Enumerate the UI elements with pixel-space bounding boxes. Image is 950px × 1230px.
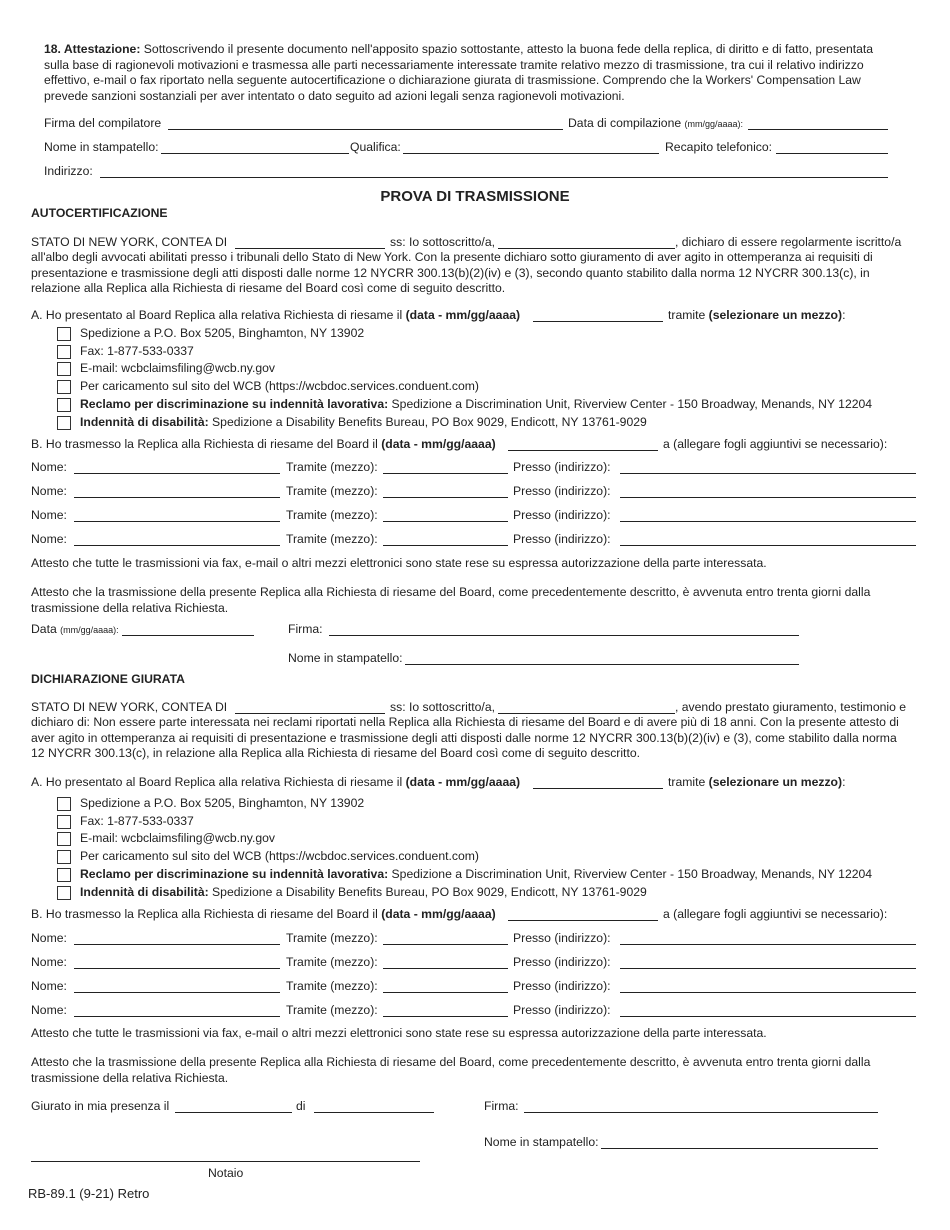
giurata-nome-label: Nome in stampatello:	[484, 1135, 599, 1149]
nome-stampatello-field[interactable]	[161, 153, 349, 154]
giurata-row-tramite-label: Tramite (mezzo):	[286, 931, 378, 945]
autocert-option-label-3: Per caricamento sul sito del WCB (https://wcbdoc.services.conduent.com)	[80, 379, 479, 394]
giurata-attest-2: Attesto che la trasmissione della presente Replica alla Richiesta di riesame del Board, come precedentemente descritto, è avvenuta entro trenta giorni dalla trasmissione della relativa Richiesta.	[31, 1055, 871, 1085]
giurata-sec-b-date-field[interactable]	[508, 920, 658, 921]
giurata-testimonio-label: , avendo prestato giuramento, testimonio e	[675, 700, 907, 714]
autocert-sec-a-tramite: tramite (selezionare un mezzo):	[668, 308, 846, 322]
autocert-row-nome-label: Nome:	[31, 460, 67, 474]
giurata-row-tramite-field[interactable]	[383, 992, 508, 993]
autocert-option-label-0: Spedizione a P.O. Box 5205, Binghamton, NY 13902	[80, 326, 365, 340]
giurata-option-label-5: Indennità di disabilità: Spedizione a Disability Benefits Bureau, PO Box 9029, Endicott, NY 13761-9029	[80, 884, 647, 899]
recapito-field[interactable]	[776, 153, 888, 154]
qualifica-label: Qualifica:	[350, 140, 401, 154]
autocert-row-tramite-label: Tramite (mezzo):	[286, 508, 378, 522]
giurata-option-label-3: Per caricamento sul sito del WCB (https://wcbdoc.services.conduent.com)	[80, 849, 479, 864]
autocert-option-label-1: Fax: 1-877-533-0337	[80, 343, 194, 358]
autocert-row-tramite-label: Tramite (mezzo):	[286, 532, 378, 546]
page-title: PROVA DI TRASMISSIONE	[380, 188, 570, 205]
giurata-row-presso-label: Presso (indirizzo):	[513, 931, 611, 945]
giurata-sottoscritto-label: ss: Io sottoscritto/a,	[390, 700, 495, 714]
autocert-checkbox-1[interactable]	[57, 345, 71, 359]
autocert-row-tramite-field[interactable]	[383, 521, 508, 522]
giurata-firma-field[interactable]	[524, 1112, 878, 1113]
autocert-row-tramite-label: Tramite (mezzo):	[286, 460, 378, 474]
giurata-row-nome-label: Nome:	[31, 931, 67, 945]
giurata-row-presso-field[interactable]	[620, 968, 916, 969]
recapito-label: Recapito telefonico:	[665, 140, 773, 154]
autocert-firma-field[interactable]	[329, 635, 799, 636]
giurata-row-presso-field[interactable]	[620, 944, 916, 945]
indirizzo-field[interactable]	[100, 177, 888, 178]
giurata-row-presso-field[interactable]	[620, 1016, 916, 1017]
firma-compilatore-label: Firma del compilatore	[44, 116, 162, 130]
giurata-row-tramite-label: Tramite (mezzo):	[286, 1003, 378, 1017]
autocert-stato-label: STATO DI NEW YORK, CONTEA DI	[31, 235, 228, 249]
autocert-sec-b-date-field[interactable]	[508, 450, 658, 451]
autocert-row-presso-field[interactable]	[620, 545, 916, 546]
autocert-row-presso-field[interactable]	[620, 497, 916, 498]
qualifica-field[interactable]	[403, 153, 659, 154]
autocert-row-presso-label: Presso (indirizzo):	[513, 484, 611, 498]
giurata-row-tramite-label: Tramite (mezzo):	[286, 955, 378, 969]
giurata-intro-paragraph: dichiaro di: Non essere parte interessata nei reclami riportati nella Replica alla Richiesta di riesame del Board e di avere più di 18 anni. Con la presente attesto di aver agito in ottemperanza ai requisiti di presentazione e trasmissione degli atti disposti dalle norme 12 NYCRR 300.13(b)(2)(iv) e (3), come stabilito dalla norma 12 NYCRR 300.13(c), in relazione alla Replica alla Richiesta di riesame del Board così come di seguito descritto.	[31, 715, 899, 761]
autocert-row-nome-field[interactable]	[74, 521, 280, 522]
autocert-row-nome-field[interactable]	[74, 473, 280, 474]
giurata-sec-a-tramite: tramite (selezionare un mezzo):	[668, 775, 846, 789]
autocert-checkbox-2[interactable]	[57, 362, 71, 376]
giurata-heading: DICHIARAZIONE GIURATA	[31, 672, 185, 686]
autocert-sec-a-date-field[interactable]	[533, 321, 663, 322]
giurato-di-label: di	[296, 1099, 306, 1113]
autocert-heading: AUTOCERTIFICAZIONE	[31, 206, 168, 220]
giurato-date-field[interactable]	[175, 1112, 292, 1113]
giurata-row-nome-field[interactable]	[74, 1016, 280, 1017]
autocert-row-presso-field[interactable]	[620, 521, 916, 522]
giurata-checkbox-2[interactable]	[57, 832, 71, 846]
autocert-intro-paragraph: all'albo degli avvocati abilitati presso i tribunali dello Stato di New York. Con la presente dichiaro sotto giuramento di aver agito in ottemperanza ai requisiti di presentazione e trasmissione degli atti disposti dalle norme 12 NYCRR 300.13(b)(2)(iv) e (3), secondo quanto stabilito dalla norma 12 NYCRR 300.13(c), in relazione alla Replica alla Richiesta di riesame del Board così come di seguito descritto.	[31, 250, 873, 296]
autocert-checkbox-5[interactable]	[57, 416, 71, 430]
data-compilazione-field[interactable]	[748, 129, 888, 130]
giurata-row-nome-label: Nome:	[31, 1003, 67, 1017]
autocert-row-nome-label: Nome:	[31, 508, 67, 522]
autocert-sec-b-text: B. Ho trasmesso la Replica alla Richiesta di riesame del Board il (data - mm/gg/aaaa)	[31, 437, 496, 451]
giurata-checkbox-0[interactable]	[57, 797, 71, 811]
giurata-sec-b-text: B. Ho trasmesso la Replica alla Richiesta di riesame del Board il (data - mm/gg/aaaa)	[31, 907, 496, 921]
giurata-row-nome-field[interactable]	[74, 968, 280, 969]
giurata-sec-a-text: A. Ho presentato al Board Replica alla relativa Richiesta di riesame il (data - mm/gg/aaaa)	[31, 775, 521, 789]
autocert-checkbox-4[interactable]	[57, 398, 71, 412]
autocert-checkbox-3[interactable]	[57, 380, 71, 394]
giurata-option-label-1: Fax: 1-877-533-0337	[80, 813, 194, 828]
autocert-nome-field[interactable]	[498, 248, 675, 249]
giurata-nome-field[interactable]	[498, 713, 675, 714]
notaio-signature-field[interactable]	[31, 1161, 420, 1162]
giurata-checkbox-5[interactable]	[57, 886, 71, 900]
giurata-row-nome-field[interactable]	[74, 944, 280, 945]
giurata-row-nome-label: Nome:	[31, 979, 67, 993]
autocert-option-label-2: E-mail: wcbclaimsfiling@wcb.ny.gov	[80, 361, 276, 376]
autocert-firma-label: Firma:	[288, 622, 323, 636]
giurata-option-label-0: Spedizione a P.O. Box 5205, Binghamton, NY 13902	[80, 796, 365, 810]
giurato-label: Giurato in mia presenza il	[31, 1099, 170, 1113]
notaio-label: Notaio	[208, 1166, 244, 1180]
autocert-sottoscritto-label: ss: Io sottoscritto/a,	[390, 235, 495, 249]
giurata-row-nome-field[interactable]	[74, 992, 280, 993]
autocert-nome-label: Nome in stampatello:	[288, 651, 403, 665]
giurata-firma-label: Firma:	[484, 1099, 519, 1113]
giurata-row-presso-label: Presso (indirizzo):	[513, 955, 611, 969]
autocert-checkbox-0[interactable]	[57, 327, 71, 341]
autocert-nome-field-sign[interactable]	[405, 664, 799, 665]
giurata-checkbox-3[interactable]	[57, 850, 71, 864]
attestation-paragraph: 18. Attestazione: Sottoscrivendo il presente documento nell'apposito spazio sottostante, attesto la buona fede della replica, di diritto e di fatto, presentata sulla base di ragionevoli motivazioni e trasmessa alle parti necessariamente interessate tramite relativo mezzo di trasmissione, tra cui il relativo indirizzo effettivo, e-mail o fax riportato nella seguente autocertificazione o dichiarazione giurata di trasmissione. Comprendo che la Workers' Compensation Law prevede sanzioni sostanziali per aver intentato o dato seguito ad azioni legali senza ragionevoli motivazioni.	[44, 42, 874, 103]
nome-stampatello-label: Nome in stampatello:	[44, 140, 159, 154]
giurata-row-presso-field[interactable]	[620, 992, 916, 993]
autocert-row-tramite-field[interactable]	[383, 473, 508, 474]
giurata-stato-label: STATO DI NEW YORK, CONTEA DI	[31, 700, 228, 714]
autocert-row-nome-label: Nome:	[31, 532, 67, 546]
autocert-row-nome-field[interactable]	[74, 545, 280, 546]
autocert-row-presso-label: Presso (indirizzo):	[513, 532, 611, 546]
autocert-row-presso-field[interactable]	[620, 473, 916, 474]
giurata-option-label-2: E-mail: wcbclaimsfiling@wcb.ny.gov	[80, 831, 276, 846]
data-compilazione-label: Data di compilazione (mm/gg/aaaa):	[568, 116, 744, 130]
autocert-row-tramite-field[interactable]	[383, 497, 508, 498]
giurato-di-field[interactable]	[314, 1112, 434, 1113]
giurata-row-nome-label: Nome:	[31, 955, 67, 969]
giurata-contea-field[interactable]	[235, 713, 385, 714]
giurata-row-presso-label: Presso (indirizzo):	[513, 979, 611, 993]
firma-compilatore-field[interactable]	[168, 129, 563, 130]
giurata-attest-1: Attesto che tutte le trasmissioni via fax, e-mail o altri mezzi elettronici sono state rese su espressa autorizzazione della parte interessata.	[31, 1026, 767, 1040]
autocert-data-field[interactable]	[122, 635, 254, 636]
autocert-data-label: Data (mm/gg/aaaa):	[31, 622, 119, 636]
giurata-checkbox-4[interactable]	[57, 868, 71, 882]
giurata-sec-b-post: a (allegare fogli aggiuntivi se necessario):	[663, 907, 888, 921]
autocert-attest-2: Attesto che la trasmissione della presente Replica alla Richiesta di riesame del Board, come precedentemente descritto, è avvenuta entro trenta giorni dalla trasmissione della relativa Richiesta.	[31, 585, 871, 615]
giurata-checkbox-1[interactable]	[57, 815, 71, 829]
autocert-option-label-5: Indennità di disabilità: Spedizione a Disability Benefits Bureau, PO Box 9029, Endicott, NY 13761-9029	[80, 414, 647, 429]
giurata-row-tramite-field[interactable]	[383, 1016, 508, 1017]
giurata-sec-a-date-field[interactable]	[533, 788, 663, 789]
autocert-row-nome-label: Nome:	[31, 484, 67, 498]
giurata-nome-field-sign[interactable]	[601, 1148, 878, 1149]
autocert-sec-a-text: A. Ho presentato al Board Replica alla relativa Richiesta di riesame il (data - mm/gg/aaaa)	[31, 308, 521, 322]
giurata-row-presso-label: Presso (indirizzo):	[513, 1003, 611, 1017]
giurata-row-tramite-field[interactable]	[383, 968, 508, 969]
autocert-row-presso-label: Presso (indirizzo):	[513, 508, 611, 522]
autocert-dichiaro-label: , dichiaro di essere regolarmente iscritto/a	[675, 235, 902, 249]
autocert-attest-1: Attesto che tutte le trasmissioni via fax, e-mail o altri mezzi elettronici sono state rese su espressa autorizzazione della parte interessata.	[31, 556, 767, 570]
indirizzo-label: Indirizzo:	[44, 164, 93, 178]
giurata-row-tramite-label: Tramite (mezzo):	[286, 979, 378, 993]
form-footer: RB-89.1 (9-21) Retro	[28, 1186, 150, 1201]
autocert-row-tramite-label: Tramite (mezzo):	[286, 484, 378, 498]
giurata-row-tramite-field[interactable]	[383, 944, 508, 945]
autocert-row-presso-label: Presso (indirizzo):	[513, 460, 611, 474]
giurata-option-label-4: Reclamo per discriminazione su indennità lavorativa: Spedizione a Discrimination Unit, Riverview Center - 150 Broadway, Menands, NY 12204	[80, 866, 873, 881]
autocert-row-nome-field[interactable]	[74, 497, 280, 498]
autocert-sec-b-post: a (allegare fogli aggiuntivi se necessario):	[663, 437, 888, 451]
attestation-title: 18. Attestazione:	[44, 42, 141, 56]
autocert-row-tramite-field[interactable]	[383, 545, 508, 546]
autocert-option-label-4: Reclamo per discriminazione su indennità lavorativa: Spedizione a Discrimination Unit, Riverview Center - 150 Broadway, Menands, NY 12204	[80, 396, 873, 411]
autocert-contea-field[interactable]	[235, 248, 385, 249]
